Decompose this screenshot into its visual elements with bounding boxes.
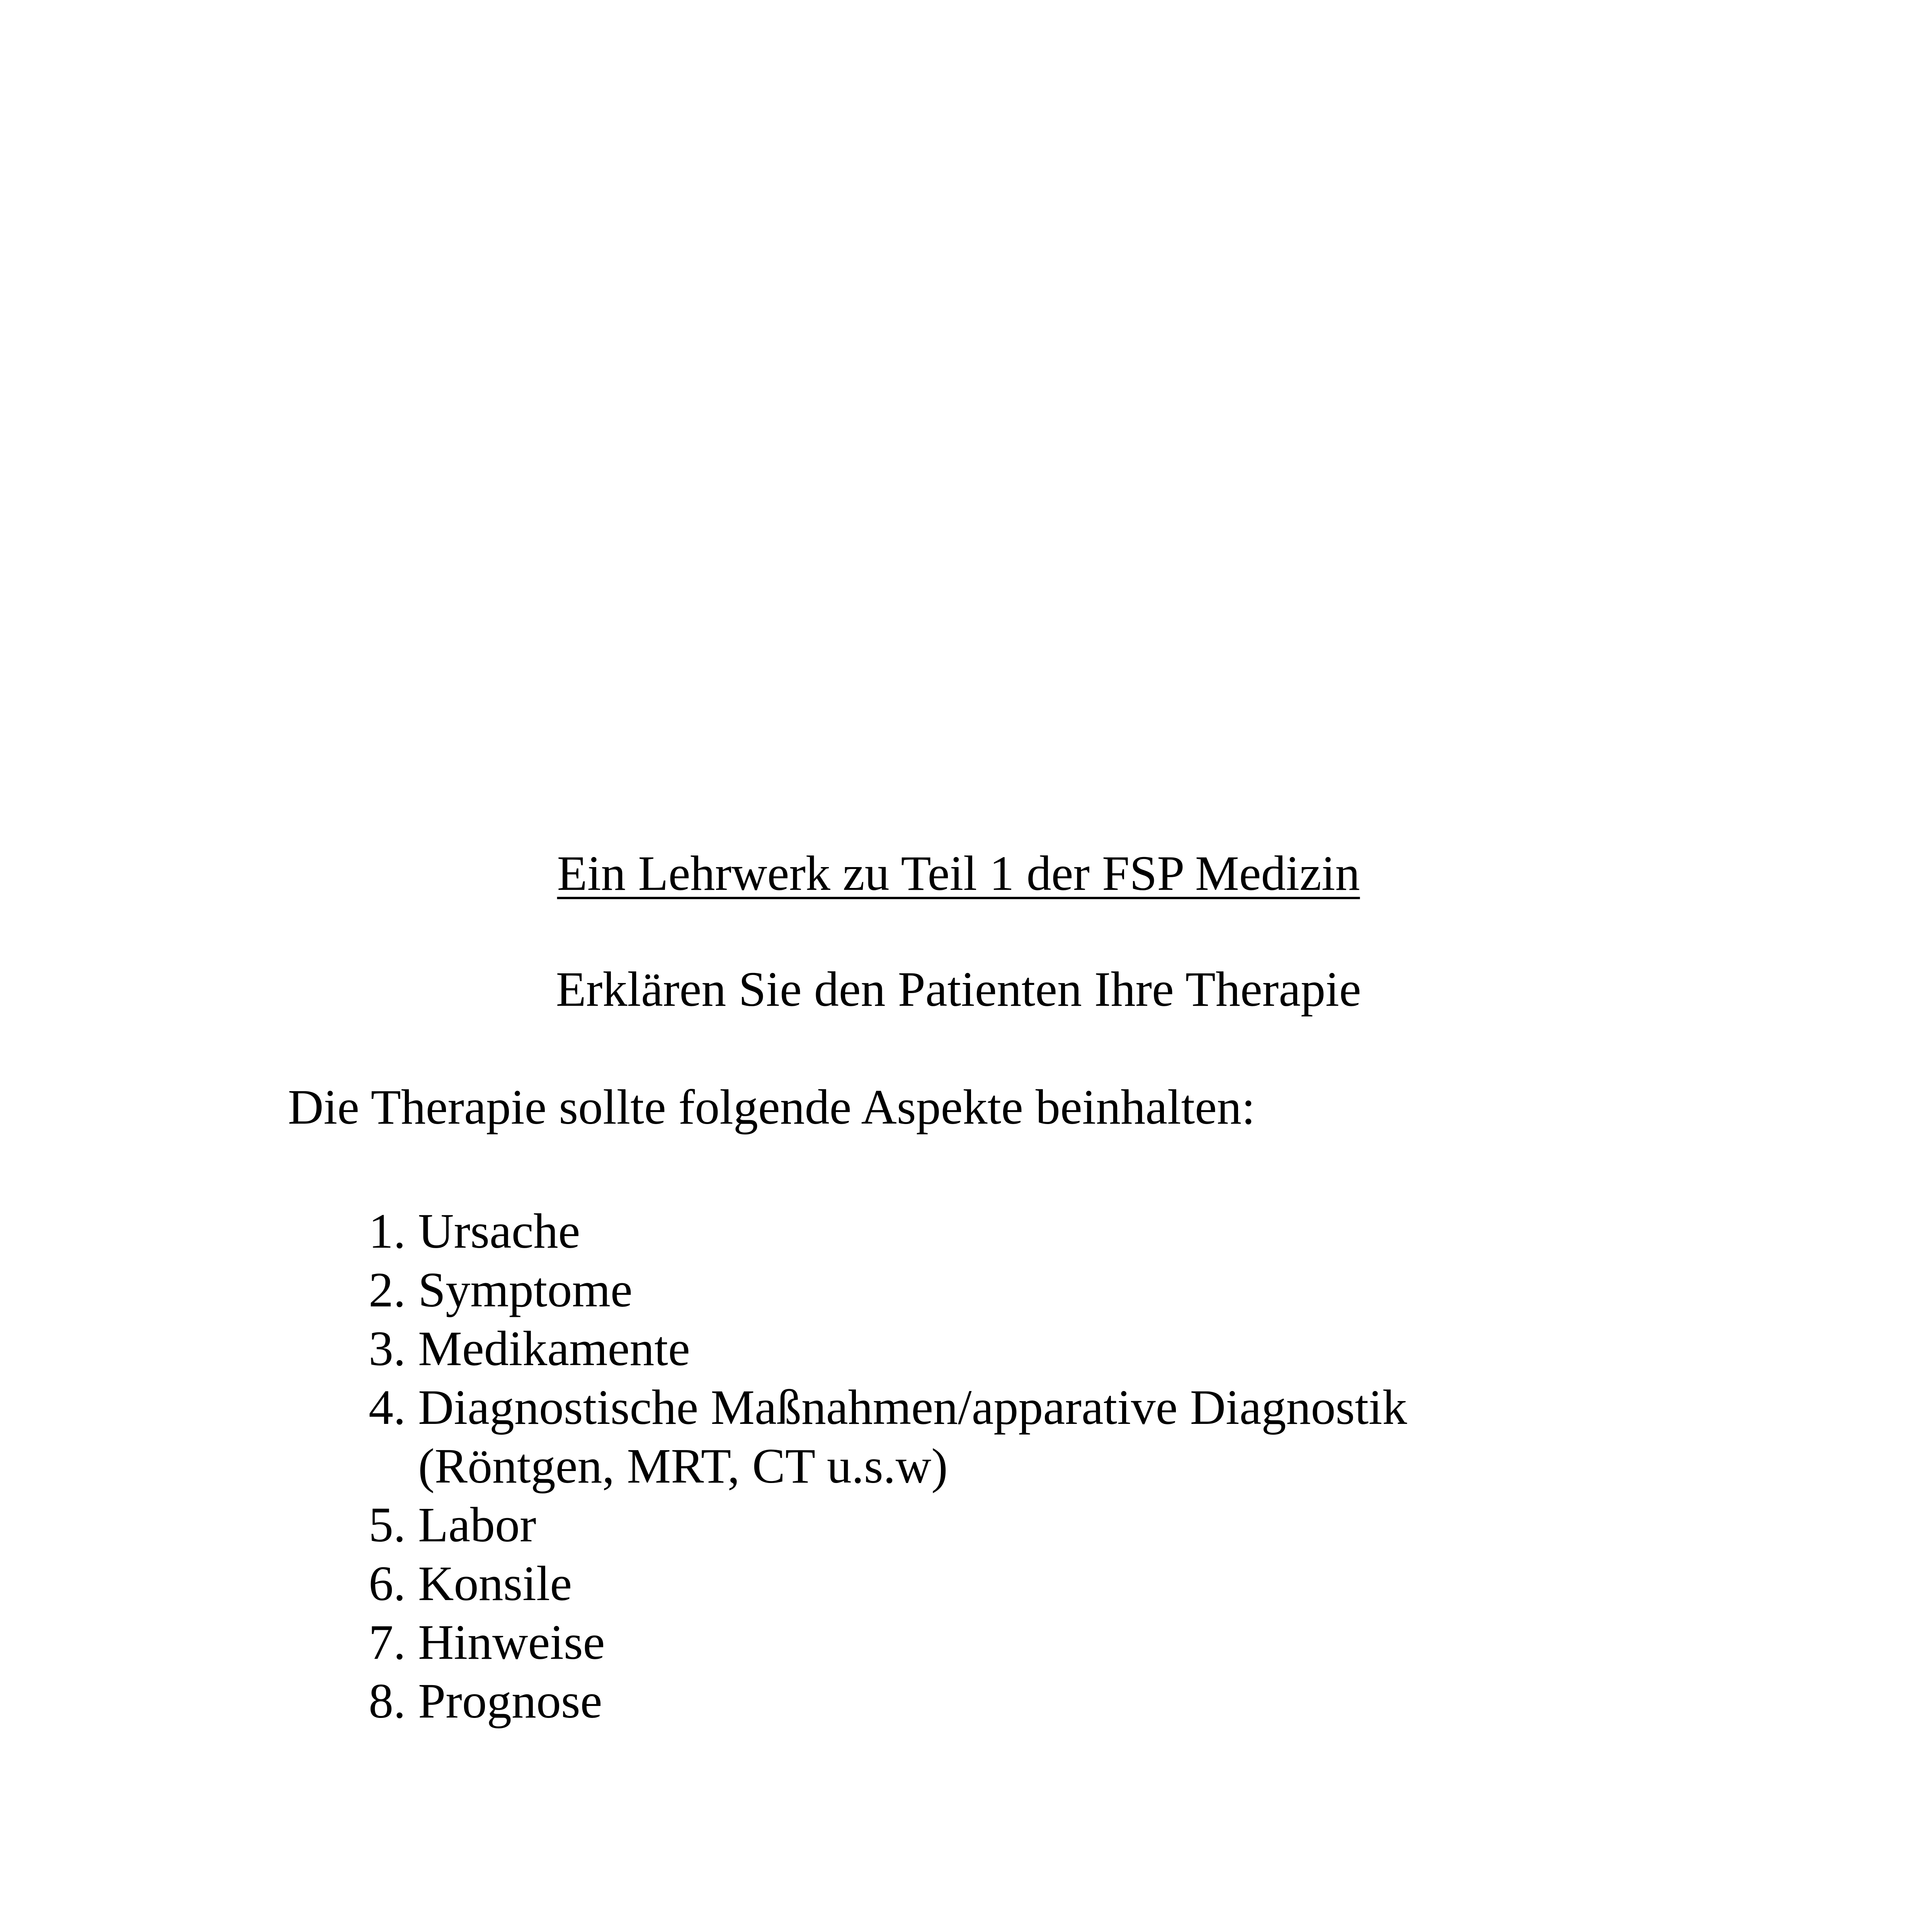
list-item-text: Konsile [418,1556,572,1611]
list-item [338,1554,1407,1613]
list-item-text: Hinweise [418,1615,605,1670]
intro-text: Die Therapie sollte folgende Aspekte beinhalten: [288,1080,1255,1134]
list-item [338,1260,1407,1319]
list-item-number: 5. [369,1497,406,1552]
list-item-number: 6. [369,1556,406,1611]
list-item-text: Ursache [418,1204,580,1259]
list-item [338,1202,1407,1260]
list-item-number: 7. [369,1615,406,1670]
list-item-text: Symptome [418,1262,633,1317]
list-item-text: Diagnostische Maßnahmen/apparative Diagnostik [418,1380,1407,1435]
list-item-number: 1. [369,1204,406,1259]
page-title: Ein Lehrwerk zu Teil 1 der FSP Medizin [557,846,1360,901]
page-subtitle: Erklären Sie den Patienten Ihre Therapie [556,962,1361,1017]
aspects-list [338,1202,1407,1730]
list-item-number: 2. [369,1262,406,1317]
list-item [338,1378,1407,1437]
list-item-text: Labor [418,1497,536,1552]
list-item-text: Medikamente [418,1321,690,1376]
list-item [338,1613,1407,1672]
list-item [338,1495,1407,1554]
list-item-number: 4. [369,1380,406,1435]
list-item [338,1319,1407,1378]
list-item [338,1672,1407,1730]
list-item-text: Prognose [418,1673,602,1728]
list-item-number: 3. [369,1321,406,1376]
list-item-number: 8. [369,1673,406,1728]
list-item-continuation-text: (Röntgen, MRT, CT u.s.w) [418,1439,948,1493]
list-item-continuation [338,1437,1407,1495]
